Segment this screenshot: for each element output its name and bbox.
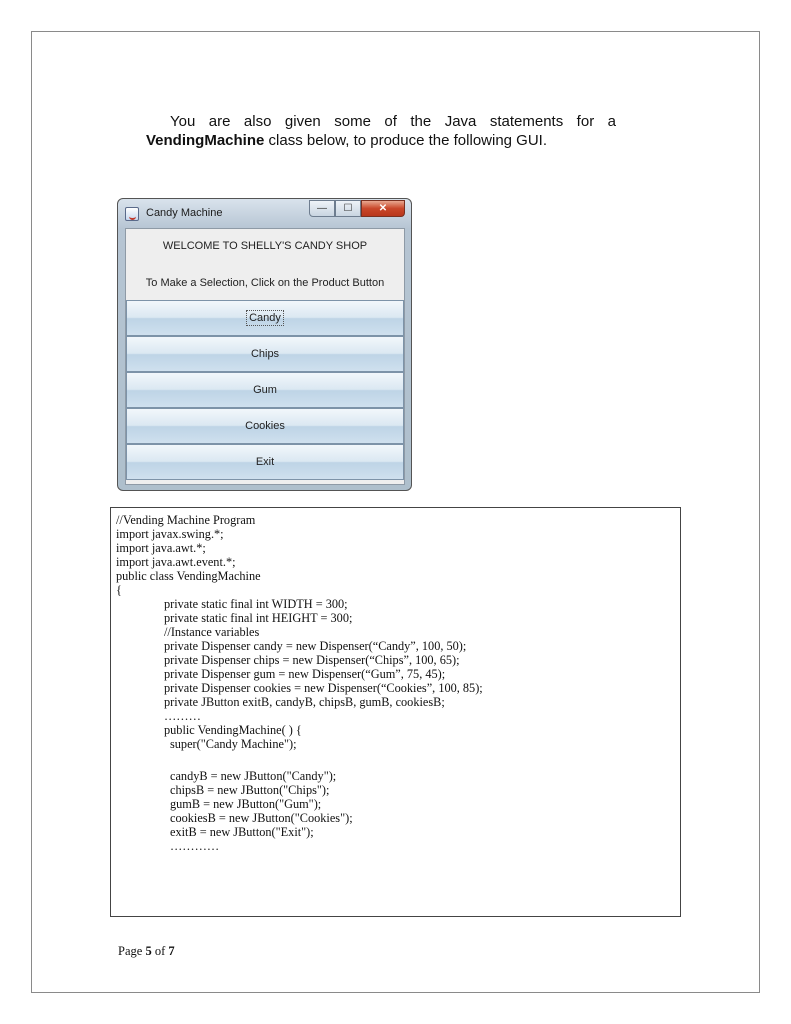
code-line: private static final int HEIGHT = 300; — [164, 611, 353, 625]
gum-button[interactable] — [126, 372, 404, 408]
code-line: import java.awt.*; — [116, 541, 206, 555]
gum-button-label: Gum — [253, 384, 277, 396]
code-line: ………… — [170, 839, 220, 853]
code-line: { — [116, 583, 122, 597]
code-line: super("Candy Machine"); — [170, 737, 297, 751]
code-line: private static final int WIDTH = 300; — [164, 597, 348, 611]
code-line: chipsB = new JButton("Chips"); — [170, 783, 330, 797]
code-line: ……… — [164, 709, 201, 723]
window-title: Candy Machine — [146, 207, 223, 219]
candy-button-label: Candy — [246, 310, 284, 326]
candy-button[interactable] — [126, 300, 404, 336]
code-line: public class VendingMachine — [116, 569, 261, 583]
close-button[interactable]: ✕ — [361, 200, 405, 217]
code-line: private Dispenser cookies = new Dispenser(“Cookies”, 100, 85); — [164, 681, 483, 695]
code-line: import java.awt.event.*; — [116, 555, 236, 569]
code-line: //Vending Machine Program — [116, 513, 256, 527]
exit-button[interactable] — [126, 444, 404, 480]
instruction-label: To Make a Selection, Click on the Product Button — [145, 277, 385, 289]
chips-button[interactable] — [126, 336, 404, 372]
code-listing — [110, 507, 681, 917]
exit-button-label: Exit — [255, 456, 275, 468]
intro-paragraph — [146, 112, 616, 150]
page-total: 7 — [168, 944, 175, 958]
code-line: private Dispenser chips = new Dispenser(“Chips”, 100, 65); — [164, 653, 460, 667]
welcome-label: WELCOME TO SHELLY'S CANDY SHOP — [162, 240, 368, 252]
cookies-button[interactable] — [126, 408, 404, 444]
code-line: cookiesB = new JButton("Cookies"); — [170, 811, 353, 825]
page-number: 5 — [145, 944, 152, 958]
code-line: exitB = new JButton("Exit"); — [170, 825, 314, 839]
maximize-button[interactable]: ☐ — [335, 200, 361, 217]
window-controls — [309, 200, 405, 219]
window-content — [125, 228, 405, 485]
chips-button-label: Chips — [250, 348, 280, 360]
page-footer — [118, 944, 175, 959]
code-line: private Dispenser gum = new Dispenser(“Gum”, 75, 45); — [164, 667, 446, 681]
intro-line-1: You are also given some of the Java statements for a — [170, 113, 616, 130]
code-line: //Instance variables — [164, 625, 260, 639]
code-line: public VendingMachine( ) { — [164, 723, 302, 737]
java-app-icon — [125, 207, 139, 221]
minimize-button[interactable]: — — [309, 200, 335, 217]
cookies-button-label: Cookies — [245, 420, 285, 432]
intro-line-2: class below, to produce the following GUI. — [264, 132, 548, 149]
page-label: Page — [118, 944, 146, 958]
intro-class-name: VendingMachine — [146, 132, 265, 149]
code-line: candyB = new JButton("Candy"); — [170, 769, 337, 783]
code-line: gumB = new JButton("Gum"); — [170, 797, 322, 811]
code-line: import javax.swing.*; — [116, 527, 224, 541]
code-line: private JButton exitB, candyB, chipsB, gumB, cookiesB; — [164, 695, 445, 709]
code-line: private Dispenser candy = new Dispenser(“Candy”, 100, 50); — [164, 639, 467, 653]
window-titlebar[interactable] — [118, 199, 411, 227]
candy-machine-window — [117, 198, 412, 491]
page-of-label: of — [151, 944, 169, 958]
